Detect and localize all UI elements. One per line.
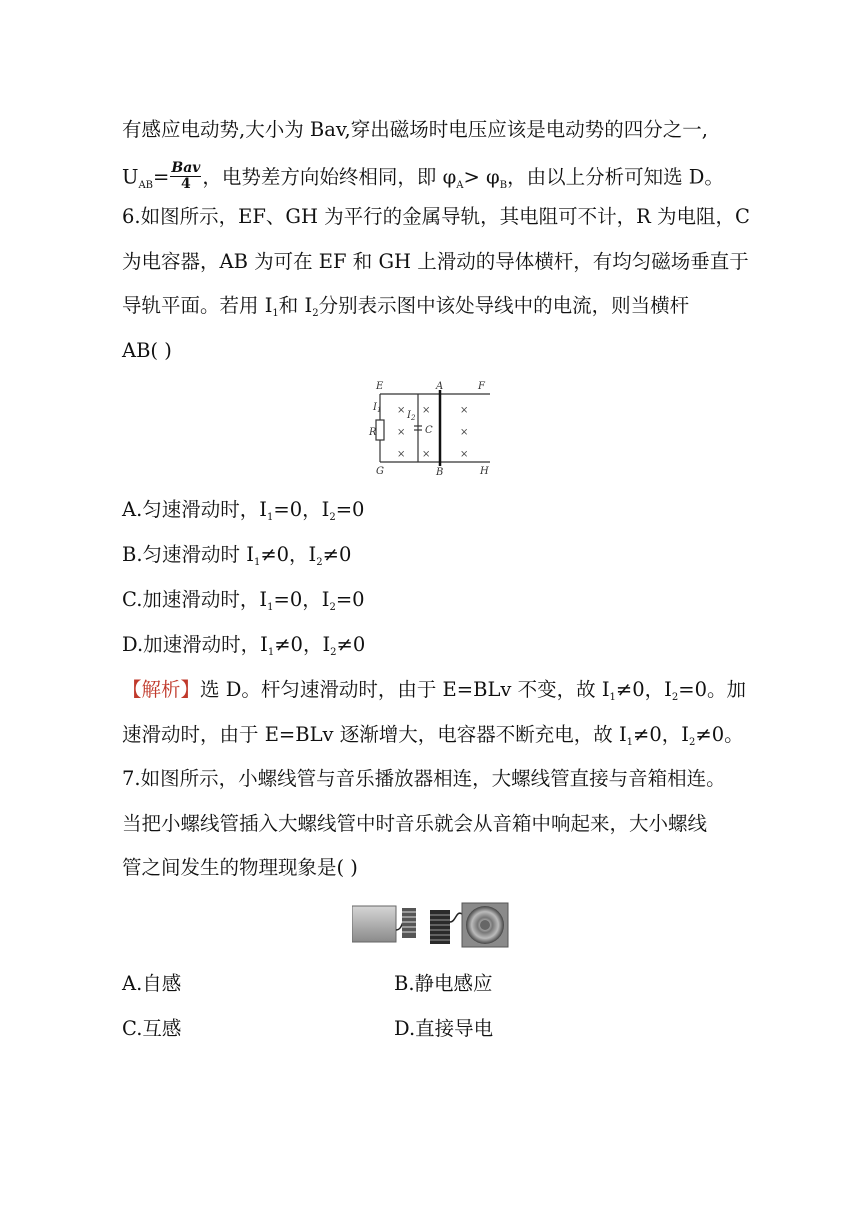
q7-option-b: B.静电感应	[394, 972, 493, 995]
label-I1: $I_1$	[373, 402, 382, 414]
circuit-diagram	[360, 378, 510, 478]
label-E: E	[376, 381, 384, 392]
q6-option-b: B.匀速滑动时 $I_1\ne 0$，$I_2\ne 0$	[122, 543, 352, 568]
analysis-line-2: 速滑动时，由于 E=BLv 逐渐增大，电容器不断充电，故 $I_1\ne 0$，$I_2\ne 0$。	[122, 723, 744, 748]
svg-text:×: ×	[422, 449, 431, 460]
fraction-bav-over-4: $\frac{\text{Bav}}{4}$	[171, 160, 201, 192]
label-F: F	[478, 381, 485, 392]
q7-options-row-2	[122, 1017, 494, 1040]
q7-stem-line-1: 7.如图所示，小螺线管与音乐播放器相连，大螺线管直接与音箱相连。	[122, 767, 726, 790]
q7-option-a: A.自感	[122, 972, 182, 995]
text-line-1: 有感应电动势,大小为 Bav,穿出磁场时电压应该是电动势的四分之一,	[122, 118, 708, 141]
analysis-tag: 【解析】	[122, 678, 201, 701]
music-player-icon	[352, 906, 396, 942]
label-G: G	[376, 466, 384, 477]
q7-option-c: C.互感	[122, 1017, 182, 1040]
svg-text:×: ×	[397, 405, 406, 416]
svg-text:×: ×	[460, 405, 469, 416]
q7-stem-line-3: 管之间发生的物理现象是( )	[122, 856, 358, 879]
q6-stem-line-4: AB( )	[122, 339, 172, 362]
svg-text:×: ×	[422, 405, 431, 416]
analysis-line-1: 【解析】选 D。杆匀速滑动时，由于 E=BLv 不变，故 $I_1\ne 0$，$I_2=0$。加	[122, 678, 746, 703]
svg-text:×: ×	[460, 449, 469, 460]
label-R: R	[369, 427, 377, 438]
q6-option-c: C.加速滑动时，$I_1=0$，$I_2=0$	[122, 588, 365, 613]
label-A: A	[436, 381, 444, 392]
q6-stem-line-3: 导轨平面。若用 $I_1$和 $I_2$分别表示图中该处导线中的电流，则当横杆	[122, 294, 690, 319]
text-line-2: $U_{AB}=$ $\frac{\text{Bav}}{4}$ ，电势差方向始终相同，即 $\varphi_A> \varphi_B$，由以上分析可知选 D。	[122, 160, 724, 192]
svg-text:×: ×	[397, 427, 406, 438]
solenoid-speaker-figure	[352, 900, 512, 950]
q6-stem-line-2: 为电容器，AB 为可在 EF 和 GH 上滑动的导体横杆，有均匀磁场垂直于	[122, 250, 749, 273]
label-C: C	[425, 425, 433, 436]
label-H: H	[480, 466, 489, 477]
q7-options-row-1	[122, 972, 493, 995]
q6-option-a: A.匀速滑动时，$I_1=0$，$I_2=0$	[122, 498, 365, 523]
q7-option-d: D.直接导电	[394, 1017, 494, 1040]
q7-stem-line-2: 当把小螺线管插入大螺线管中时音乐就会从音箱中响起来，大小螺线	[122, 812, 708, 835]
svg-text:×: ×	[460, 427, 469, 438]
label-I2: $I_2$	[407, 410, 416, 422]
label-B: B	[436, 467, 444, 478]
q6-stem-line-1: 6.如图所示，EF、GH 为平行的金属导轨，其电阻可不计，R 为电阻，C	[122, 205, 750, 228]
q6-option-d: D.加速滑动时，$I_1\ne 0$，$I_2\ne 0$	[122, 633, 366, 658]
svg-text:×: ×	[397, 449, 406, 460]
